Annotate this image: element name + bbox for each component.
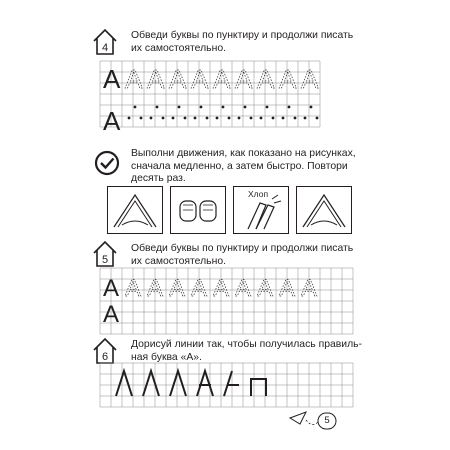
dot-right — [316, 117, 319, 120]
letter-traced: А — [301, 64, 319, 94]
task-6-number: 6 — [101, 351, 109, 363]
letter-traced: А — [235, 64, 253, 94]
dot-left — [282, 117, 285, 120]
clap-label: Хлоп — [248, 189, 269, 199]
letter-traced: А — [125, 275, 142, 302]
letter-stub — [197, 371, 213, 396]
dot-right — [206, 117, 209, 120]
dot-top — [156, 106, 159, 109]
letter-traced: А — [125, 64, 143, 94]
dot-right — [228, 117, 231, 120]
dot-left — [128, 117, 131, 120]
letter-traced: А — [191, 64, 209, 94]
dot-right — [162, 117, 165, 120]
letter-traced: А — [257, 275, 274, 302]
dot-top — [244, 106, 247, 109]
dot-left — [172, 117, 175, 120]
letter-traced: А — [147, 64, 165, 94]
dot-top — [310, 106, 313, 109]
letter-traced: А — [213, 64, 231, 94]
dot-top — [266, 106, 269, 109]
letter-traced: А — [279, 275, 296, 302]
letter-traced: А — [169, 64, 187, 94]
dot-right — [140, 117, 143, 120]
task-4-instruction: Обведи буквы по пунктиру и продолжи писать их самостоятельно. — [131, 30, 354, 54]
letter-stub — [170, 371, 186, 396]
task-gestures-instruction: Выполни движения, как показано на рисунках, сначала медленно, а затем быстро. Повтори десять раз. — [131, 148, 356, 185]
dot-left — [304, 117, 307, 120]
dot-right — [184, 117, 187, 120]
dot-right — [294, 117, 297, 120]
letter-sample: А — [103, 106, 121, 136]
letter-traced: А — [279, 64, 297, 94]
letter-traced: А — [169, 275, 186, 302]
dot-left — [194, 117, 197, 120]
dot-top — [200, 106, 203, 109]
letter-stub — [143, 371, 159, 396]
dot-left — [150, 117, 153, 120]
letter-traced: А — [147, 275, 164, 302]
task-4-number: 4 — [101, 42, 109, 54]
dot-left — [260, 117, 263, 120]
letter-traced: А — [191, 275, 208, 302]
letter-stub — [251, 379, 266, 396]
dot-top — [288, 106, 291, 109]
dot-top — [222, 106, 225, 109]
dot-right — [272, 117, 275, 120]
letter-sample: А — [103, 275, 120, 302]
letter-stub — [224, 371, 239, 396]
task-5-number: 5 — [101, 254, 109, 266]
task-6-instruction: Дорисуй линии так, чтобы получилась правиль- ная буква «А». — [131, 339, 363, 363]
dot-right — [250, 117, 253, 120]
dot-top — [178, 106, 181, 109]
letter-traced: А — [235, 275, 252, 302]
task-5-instruction: Обведи буквы по пунктиру и продолжи писать их самостоятельно. — [131, 243, 354, 267]
page-number: 5 — [324, 415, 330, 426]
letter-traced: А — [257, 64, 275, 94]
letter-sample: А — [103, 301, 120, 328]
letter-sample: А — [103, 64, 121, 94]
dot-left — [238, 117, 241, 120]
letter-traced: А — [301, 275, 318, 302]
letter-stub — [116, 371, 132, 396]
dot-top — [134, 106, 137, 109]
dot-left — [216, 117, 219, 120]
letter-traced: А — [213, 275, 230, 302]
